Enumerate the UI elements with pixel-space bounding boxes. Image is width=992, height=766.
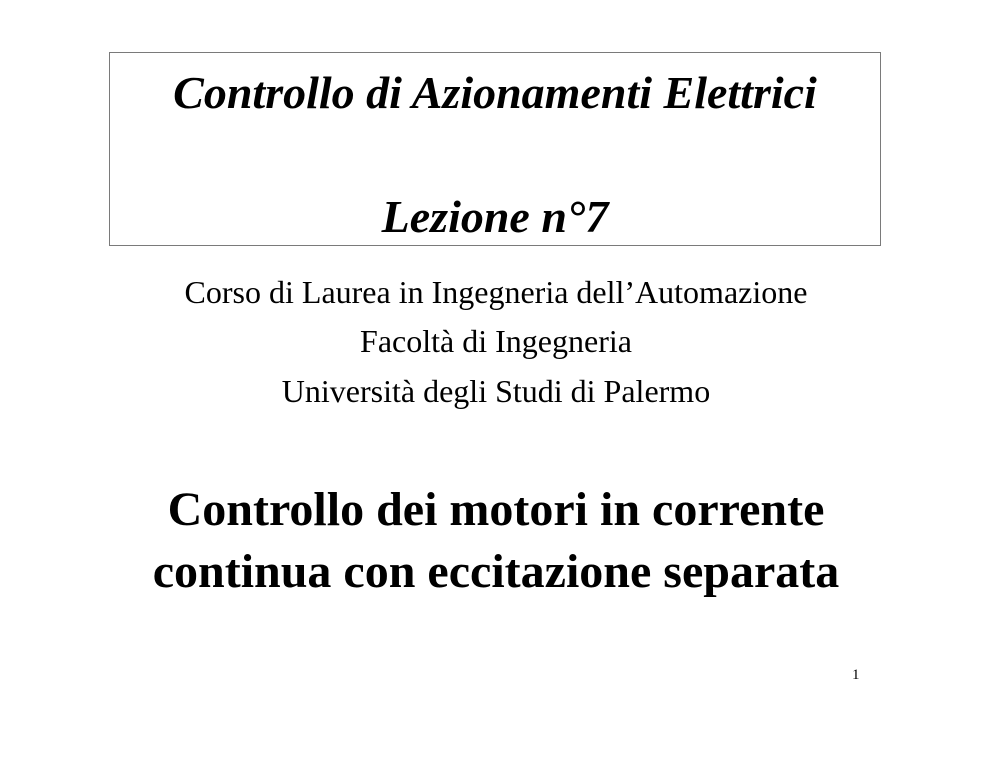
university: Università degli Studi di Palermo (281, 373, 711, 409)
title-box (109, 52, 881, 246)
page-number: 1 (852, 667, 860, 683)
lecture-topic-line2: continua con eccitazione separata (152, 545, 840, 598)
degree-course: Corso di Laurea in Ingegneria dell’Automazione (184, 274, 808, 310)
faculty: Facoltà di Ingegneria (360, 323, 632, 359)
course-title: Controllo di Azionamenti Elettrici (173, 67, 817, 118)
lecture-number: Lezione n°7 (381, 191, 609, 242)
lecture-topic-line1: Controllo dei motori in corrente (167, 483, 825, 536)
